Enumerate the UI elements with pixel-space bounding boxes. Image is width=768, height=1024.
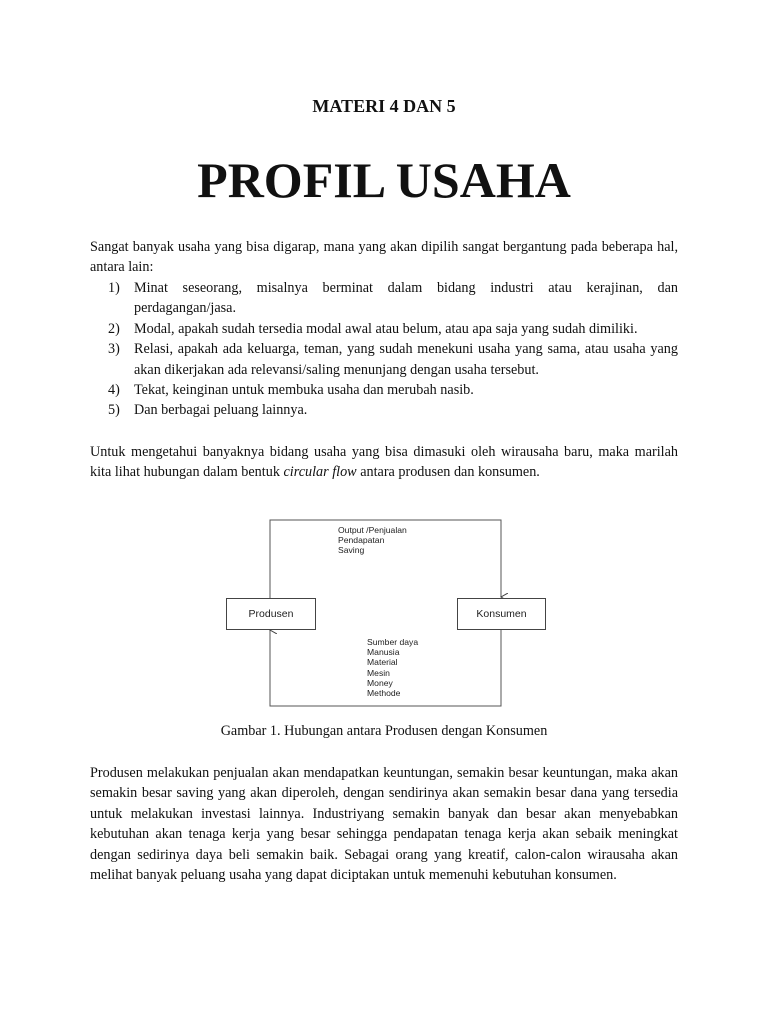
consumer-box: Konsumen bbox=[457, 598, 546, 630]
circular-flow-term: circular flow bbox=[283, 464, 357, 481]
closing-paragraph: Produsen melakukan penjualan akan mendapatkan keuntungan, semakin besar keuntungan, maka akan semakin besar saving yang akan diperoleh, dengan sendirinya akan semakin besar dana yang tersedia untuk melakukan investasi lainnya. Industriyang semakin banyak dan besar akan menyebabkan kebutuhan akan tenaga kerja yang besar sehingga pendapatan tenaga kerja akan sebaik meningkat dengan sedirinya daya beli semakin baik. Sebagai orang yang kreatif, calon-calon wirausaha akan melihat banyak peluang usaha yang dapat diciptakan untuk memenuhi kebutuhan konsumen. bbox=[90, 765, 678, 884]
list-item bbox=[108, 319, 678, 339]
list-item-number: 5) bbox=[108, 402, 120, 419]
circular-text-before: Untuk mengetahui banyaknya bidang usaha yang bisa dimasuki oleh wirausaha baru, maka marilah kita lihat hubungan dalam bentuk bbox=[90, 444, 678, 481]
bottom-flow-label: Material bbox=[367, 657, 398, 668]
reasons-list bbox=[108, 278, 678, 421]
top-flow-label: Output /Penjualan bbox=[338, 525, 407, 535]
list-item-text: Minat seseorang, misalnya berminat dalam bidang industri atau kerajinan, dan perdagangan/jasa. bbox=[134, 280, 678, 317]
list-item bbox=[108, 380, 678, 400]
circular-text-after: antara produsen dan konsumen. bbox=[356, 464, 540, 481]
producer-box: Produsen bbox=[226, 598, 316, 630]
list-item-number: 3) bbox=[108, 341, 120, 358]
document-title: PROFIL USAHA bbox=[197, 152, 571, 208]
figure-caption: Gambar 1. Hubungan antara Produsen dengan Konsumen bbox=[220, 723, 548, 739]
list-item-number: 2) bbox=[108, 320, 120, 337]
intro-paragraph: Sangat banyak usaha yang bisa digarap, mana yang akan dipilih sangat bergantung pada beberapa hal, antara lain: bbox=[90, 239, 678, 276]
list-item-number: 1) bbox=[108, 280, 120, 296]
top-flow-labels bbox=[338, 525, 407, 556]
bottom-flow-label: Money bbox=[367, 677, 393, 688]
top-flow-label: Pendapatan bbox=[338, 535, 385, 546]
list-item bbox=[108, 400, 678, 420]
document-subtitle: MATERI 4 DAN 5 bbox=[312, 96, 456, 116]
circular-flow-paragraph bbox=[90, 442, 678, 483]
list-item-text: Dan berbagai peluang lainnya. bbox=[134, 402, 308, 419]
list-item-text: Modal, apakah sudah tersedia modal awal atau belum, atau apa saja yang sudah dimiliki. bbox=[134, 320, 638, 337]
list-item-text: Tekat, keinginan untuk membuka usaha dan merubah nasib. bbox=[134, 382, 474, 399]
bottom-flow-label: Mesin bbox=[367, 667, 390, 678]
bottom-flow-label: Methode bbox=[367, 688, 401, 699]
bottom-flow-labels bbox=[367, 637, 418, 698]
bottom-flow-label: Manusia bbox=[367, 647, 400, 658]
list-item bbox=[108, 339, 678, 380]
bottom-flow-label: Sumber daya bbox=[367, 637, 419, 647]
top-flow-label: Saving bbox=[338, 545, 365, 556]
list-item-number: 4) bbox=[108, 382, 120, 399]
list-item-text: Relasi, apakah ada keluarga, teman, yang sudah menekuni usaha yang sama, atau usaha yang akan dikerjakan ada relevansi/saling menunjang dengan usaha tersebut. bbox=[134, 341, 678, 378]
list-item bbox=[108, 278, 678, 319]
